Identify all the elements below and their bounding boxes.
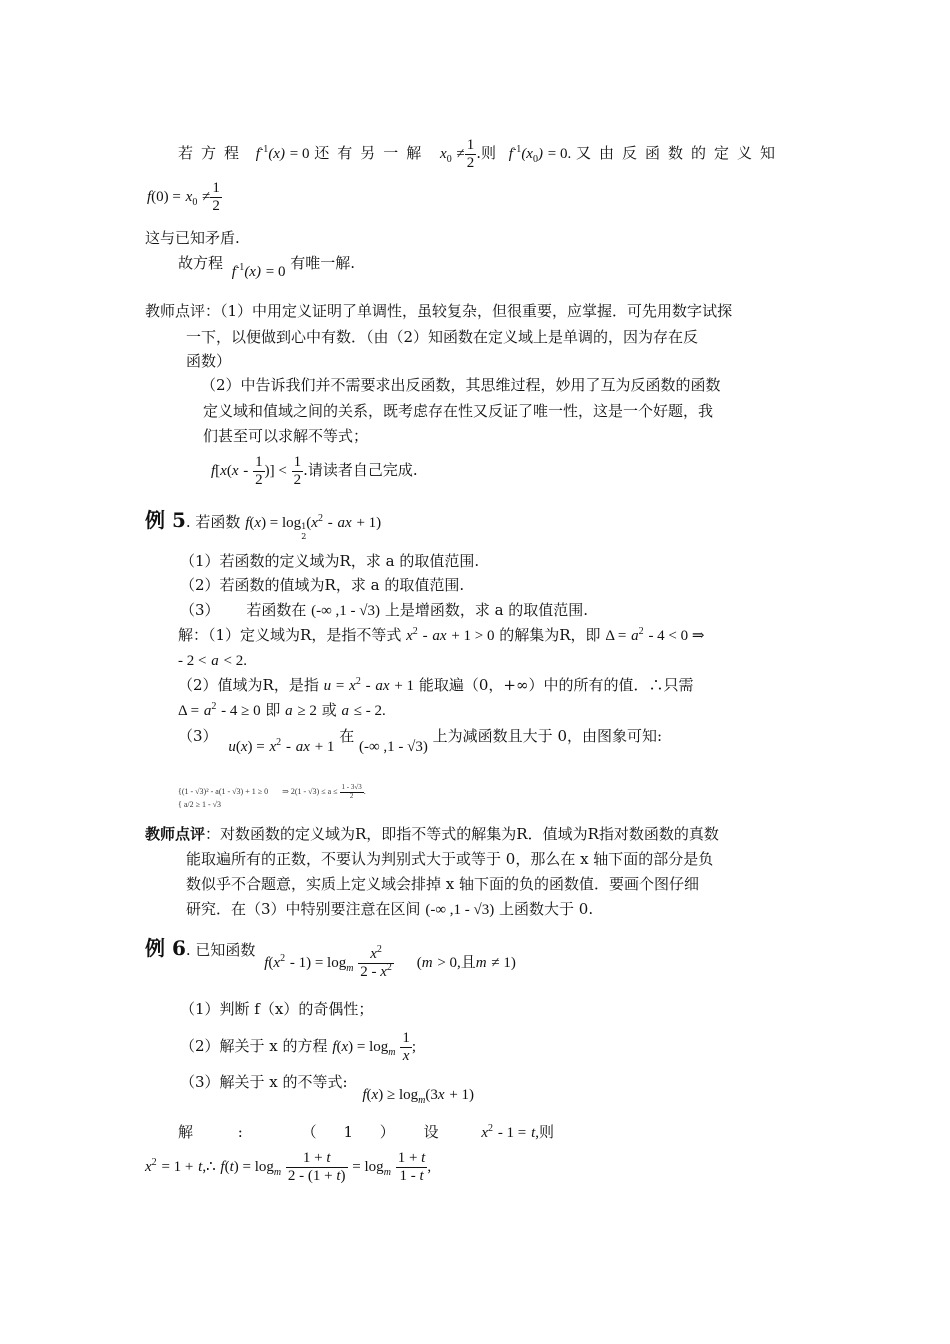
ex6-sol-2: $x^2 = 1$ + t,∴ $f(t) = \log_m$ $\frac{1 + t}{2 - (1 + t)}$ = $\log_m$ $\frac{1 + t}{1 - t}$ , <box>145 1150 432 1184</box>
text: 有唯一解. <box>290 254 356 272</box>
text: 即 <box>265 701 281 719</box>
ex6-q2: （2）解关于 x 的方程 $f(x) = \log_m$ $\frac{1}{x}$ ; <box>180 1030 416 1064</box>
text: 的解集为R，即 <box>499 626 601 644</box>
text: 又由反函数的定义知 <box>576 144 784 162</box>
text: （3） <box>178 727 218 745</box>
text: 或 <box>321 701 337 719</box>
example-6-heading: 例 6. 已知函数 $f(x^2 - 1) = \log_m$ $\frac{x^2}{2 - x^2}$ (m > 0,且m ≠ 1) <box>145 936 516 980</box>
comment-1-line-1 <box>145 302 732 320</box>
text: 解：（1）定义域为R，是指不等式 <box>178 626 402 644</box>
comment-1-line-7: f[x(x - $\frac{1}{2}$ )] < $\frac{1}{2}$ .请读者自己完成. <box>211 454 418 488</box>
comment-1-line-5: 定义域和值域之间的关系，既考虑存在性又反证了唯一性，这是一个好题，我 <box>203 402 714 420</box>
comment-2-line-4: 研究．在（3）中特别要注意在区间 (-∞ ,1 - √3) 上函数大于 0. <box>186 900 594 918</box>
text: 则 <box>538 1123 554 1141</box>
text: （2）值域为R，是指 <box>178 676 319 694</box>
ex5-q1: （1）若函数的定义域为R，求 a 的取值范围. <box>180 552 480 570</box>
text: （3）解关于 x 的不等式: <box>180 1073 348 1091</box>
ex5-q2: （2）若函数的值域为R，求 a 的取值范围. <box>180 576 465 594</box>
text: 上函数大于 0. <box>499 900 594 918</box>
text: 解 <box>178 1123 194 1141</box>
text: ） <box>379 1123 395 1141</box>
text: 若方程 <box>178 144 248 162</box>
text: .则 <box>476 144 497 162</box>
line-2: $f(0) = x_0$ ≠ $\frac{1}{2}$ <box>147 180 220 214</box>
example-label: 例 5 <box>145 508 186 532</box>
text: 上是增函数，求 a 的取值范围. <box>384 601 589 619</box>
text: 上为减函数且大于 0，由图象可知: <box>432 727 663 745</box>
text: : <box>237 1123 243 1141</box>
text: 且 <box>460 953 476 971</box>
text: （2）解关于 x 的方程 <box>180 1037 328 1055</box>
comment-1-line-3: 函数） <box>186 352 232 370</box>
comment-2-line-3: 数似乎不合题意，实质上定义域会排掉 x 轴下面的负的函数值．要画个图仔细 <box>186 875 699 893</box>
ex5-sol-1: 解：（1）定义域为R，是指不等式 $x^2$ - ax + 1 > 0 的解集为R，即 $\Delta = a^2 - 4 < 0$ ⇒ <box>178 626 705 644</box>
text: 在 <box>339 727 355 745</box>
line-3: 这与已知矛盾. <box>145 229 240 247</box>
comment-label: 教师点评 <box>145 825 206 843</box>
text: （ <box>301 1123 317 1141</box>
example-label: 例 6 <box>145 936 186 960</box>
ex5-sol-2b: $\Delta = a^2 - 4 \ge 0$ 即 a ≥ 2 或 a ≤ - 2. <box>178 701 386 719</box>
example-5-heading: 例 5. 若函数 f(x) = log 1 2 ($x^2$ - ax + 1) <box>145 508 382 541</box>
text: 若函数在 <box>246 601 307 619</box>
ex5-sol-3: （3） $u(x) = x^2$ - ax + 1 在 (-∞ ,1 - √3) 上为减函数且大于 0，由图象可知: <box>178 727 663 755</box>
line-1: 若方程 $f^{-1}(x) = 0$ 还有另一解 $x_0$ ≠ $\frac{1}{2}$ .则 $f^{-1}(x_0) = 0$. 又由反函数的定义知 <box>178 137 784 171</box>
text: 研究．在（3）中特别要注意在区间 <box>186 900 421 918</box>
text: 能取遍（0，+∞）中的所有的值．∴只需 <box>418 676 694 694</box>
ex5-sol-1b: - 2 < a < 2. <box>178 653 247 669</box>
text: .请读者自己完成. <box>303 461 418 479</box>
text: 还有另一解 <box>314 144 430 162</box>
comment-label: 教师点评： <box>145 302 221 320</box>
comment-2-line-1 <box>145 825 719 843</box>
comment-1-line-4: （2）中告诉我们并不需要求出反函数，其思维过程，妙用了互为反函数的函数 <box>201 376 721 394</box>
text: ：对数函数的定义域为R，即指不等式的解集为R．值域为R指对数函数的真数 <box>205 825 719 843</box>
text: 故方程 <box>178 254 224 272</box>
text: . 已知函数 <box>185 941 256 959</box>
text: （3） <box>180 601 220 619</box>
text: （1）中用定义证明了单调性，虽较复杂，但很重要，应掌握．可先用数字试探 <box>220 302 733 320</box>
comment-1-line-2: 一下，以便做到心中有数．（由（2）知函数在定义域上是单调的，因为存在反 <box>186 328 699 346</box>
ex5-sol-2: （2）值域为R，是指 $u = x^2$ - ax + 1 能取遍（0，+∞）中的所有的值．∴只需 <box>178 676 694 694</box>
ex5-tiny-system: {(1 - √3)² - a(1 - √3) + 1 ≥ 0 ⇒ 2(1 - √3) ≤ a ≤ $\frac{1 - 3√3}{2}$ . { a/2 ≥ 1 - √3 <box>178 783 366 810</box>
comment-2-line-2: 能取遍所有的正数，不要认为判别式大于或等于 0，那么在 x 轴下面的部分是负 <box>186 850 714 868</box>
comment-1-line-6: 们甚至可以求解不等式； <box>203 427 369 445</box>
line-4: 故方程 $f^{-1}(x) = 0$ 有唯一解. <box>178 254 356 280</box>
ex6-q1: （1）判断 f（x）的奇偶性； <box>180 1000 374 1018</box>
text: . 若函数 <box>185 513 241 531</box>
text: 1 <box>343 1123 353 1141</box>
ex6-q3: （3）解关于 x 的不等式: $f(x) \ge \log_m(3x + 1)$ <box>180 1073 475 1106</box>
ex5-q3: （3） 若函数在 (-∞ ,1 - √3) 上是增函数，求 a 的取值范围. <box>180 601 589 619</box>
text: 设 <box>423 1123 439 1141</box>
ex6-sol-1: 解 : （ 1 ） 设 $x^2 - 1 = t$,则 <box>178 1123 554 1141</box>
